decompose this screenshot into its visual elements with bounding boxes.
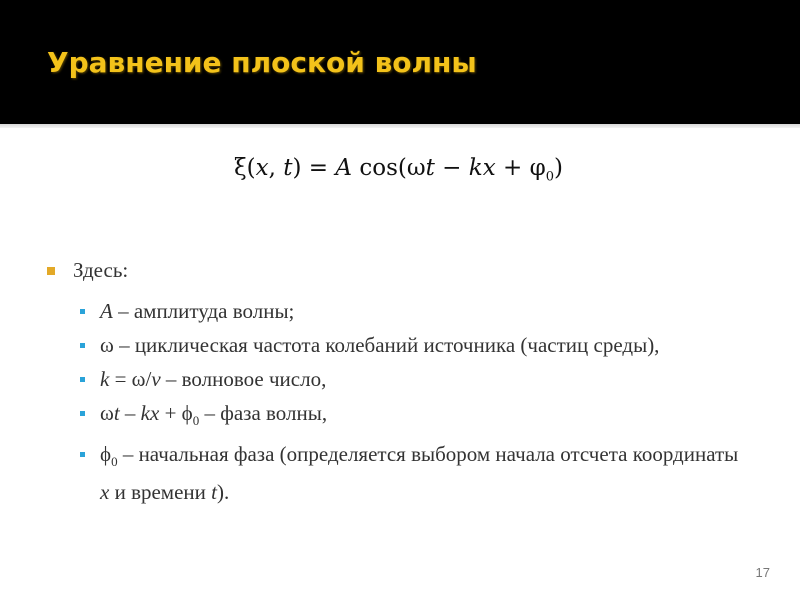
bullet-icon <box>80 309 85 314</box>
bullet-icon <box>80 343 85 348</box>
definitions-list <box>80 296 740 511</box>
list-item: $\phi_0$ – начальная фаза (определяется выбором начала отсчета координаты x и времени t). <box>80 439 740 508</box>
list-item: k = ω/v – волновое число, <box>80 364 740 395</box>
list-item: ωt – kx + $\phi_0$ – фаза волны, <box>80 398 740 436</box>
header-divider <box>0 124 800 128</box>
bullet-icon <box>80 452 85 457</box>
list-item: A – амплитуда волны; <box>80 296 740 327</box>
wave-equation: ξ(x, t) = A cos(ωt − kx + $\varphi_0$) <box>234 155 563 185</box>
intro-text: Здесь: <box>73 258 129 282</box>
page-number: 17 <box>755 565 770 580</box>
formula-lhs: ξ(x, t) <box>234 155 302 181</box>
bullet-icon <box>80 411 85 416</box>
slide-header <box>0 0 800 124</box>
list-item: ω – циклическая частота колебаний источника (частиц среды), <box>80 330 740 361</box>
bullet-icon <box>80 377 85 382</box>
slide-title: Уравнение плоской волны <box>47 46 477 79</box>
square-bullet-icon <box>47 267 55 275</box>
